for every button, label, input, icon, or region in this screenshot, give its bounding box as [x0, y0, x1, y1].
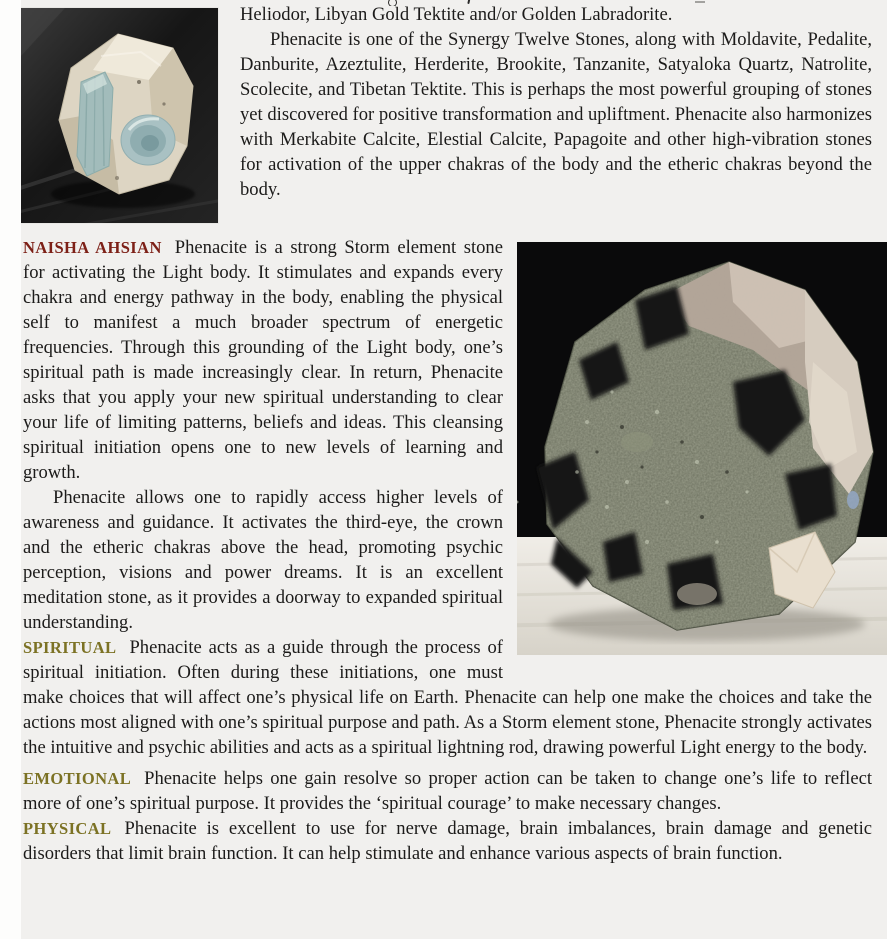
- paragraph-synergy: Phenacite is one of the Synergy Twelve Stones, along with Moldavite, Pedalite, Danburite, Azeztulite, Herderite, Brookite, Tanzanite, Satyaloka Quartz, Natrolite, Scolecite, and Tibetan Tektite. This is perhaps the most powerful grouping of stones yet discovered for positive transformation and upliftment. Phenacite also harmonizes with Merkabite Calcite, Elestial Calcite, Papagoite and other high-vibration stones for activation of the upper chakras of the body and the etheric chakras beyond the body.: [240, 29, 873, 200]
- physical-heading: PHYSICAL: [23, 819, 112, 838]
- emotional-heading: EMOTIONAL: [23, 769, 132, 788]
- paragraph-continuation: Heliodor, Libyan Gold Tektite and/or Golden Labradorite.: [240, 4, 673, 25]
- spiritual-paragraph-text: Phenacite acts as a guide through the process of spiritual initiation. Often during these initiations, one must make choices that will affect one’s physical life on Earth. Phenacite can help one make the choices and take the actions most aligned with one’s spiritual purpose and path. As a Storm element stone, Phenacite strongly activates the intuitive and psychic abilities and acts as a spiritual lightning rod, drawing powerful Light energy to the body.: [23, 637, 872, 758]
- naisha-paragraph-text: Phenacite is a strong Storm element stone for activating the Light body. It stimulates and expands every chakra and energy pathway in the body, enabling the physical self to manifest a much broader spectrum of energetic frequencies. Through this grounding of the Light body, one’s spiritual path is made increasingly clear. In return, Phenacite asks that you apply your new spiritual understanding to clear your life of limiting patterns, beliefs and ideas. This cleansing spiritual initiation opens one to new levels of learning and growth.: [23, 237, 503, 483]
- main-section: [23, 235, 872, 866]
- phenacite-matrix-image: [517, 242, 887, 655]
- phenacite-aquamarine-image: [21, 8, 218, 223]
- apostrophe-mark: [467, 0, 470, 4]
- top-section: [23, 0, 872, 223]
- descender-mark: [388, 0, 397, 6]
- physical-paragraph-text: Phenacite is excellent to use for nerve damage, brain imbalances, brain damage and genetic disorders that limit brain function. It can help stimulate and enhance various aspects of brain function.: [23, 818, 872, 864]
- page-gutter: [0, 0, 21, 939]
- naisha-ahsian-heading: NAISHA AHSIAN: [23, 238, 162, 257]
- phenacite-matrix-photo: [517, 242, 887, 655]
- faint-mark: [695, 1, 705, 3]
- spiritual-heading: SPIRITUAL: [23, 638, 117, 657]
- emotional-paragraph-text: Phenacite helps one gain resolve so proper action can be taken to change one’s life to reflect more of one’s spiritual purpose. It provides the ‘spiritual courage’ to make necessary changes.: [23, 768, 872, 814]
- physical-paragraph: [23, 816, 872, 866]
- emotional-paragraph: [23, 766, 872, 816]
- naisha-paragraph-2: Phenacite allows one to rapidly access higher levels of awareness and guidance. It activates the third-eye, the crown and the etheric chakras above the head, promoting psychic perception, visions and power dreams. It is an excellent meditation stone, as it provides a doorway to expanded spiritual understanding.: [23, 487, 503, 633]
- cropped-text-line-remnant: [240, 0, 872, 6]
- phenacite-aquamarine-photo: [21, 8, 218, 223]
